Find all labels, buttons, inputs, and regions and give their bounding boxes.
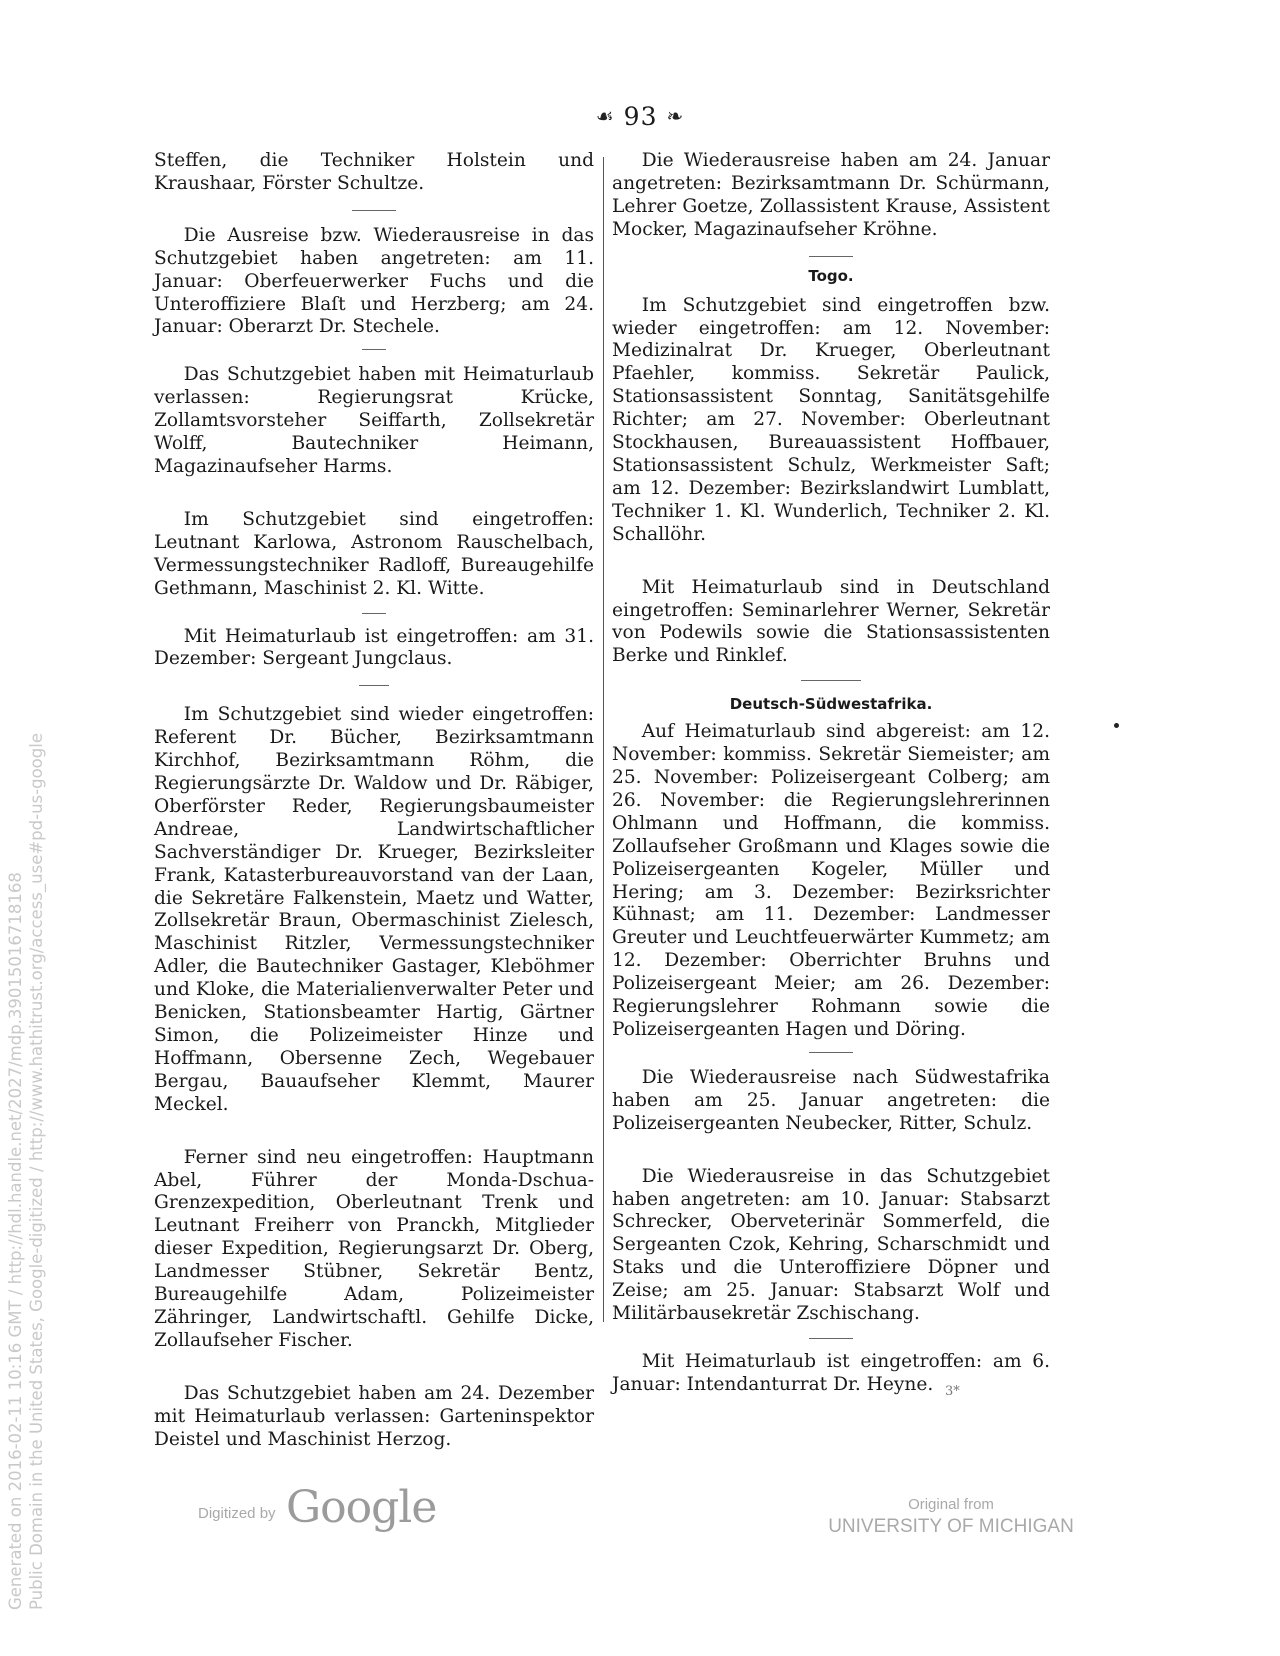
paragraph: Die Wiederausreise in das Schutzgebiet haben angetreten: am 10. Januar: Stabsarzt Schrecker, Oberveterinär Sommerfeld, die Sergeanten Czok, Kehring, Scharschmidt und Staks und die Unteroffiziere Döpner und Zeise; am 25. Januar: Stabsarzt Wolf und Militärbausekretär Zschischang.	[612, 1165, 1050, 1325]
paragraph: Das Schutzgebiet haben am 24. Dezember mit Heimaturlaub verlassen: Garteninspektor Deistel und Maschinist Herzog.	[154, 1382, 594, 1450]
paragraph: Das Schutzgebiet haben mit Heimaturlaub verlassen: Regierungsrat Krücke, Zollamtsvorsteher Seiffarth, Zollsekretär Wolff, Bautechniker Heimann, Magazinaufseher Harms.	[154, 364, 594, 477]
original-from-label: Original from	[908, 1496, 994, 1513]
paragraph: Im Schutzgebiet sind wieder eingetroffen: Referent Dr. Bücher, Bezirksamtmann Kirchhof, Bezirksamtmann Röhm, die Regierungsärzte Dr. Waldow und Dr. Räbiger, Oberförster Reder, Regierungsbaumeister Andreae, Landwirtschaftlicher Sachverständiger Dr. Krueger, Bezirksleiter Frank, Katasterbureauvorstand van der Laan, die Sekretäre Falkenstein, Maetz und Watter, Zollsekretär Braun, Obermaschinist Zielesch, Maschinist Ritzler, Vermessungstechniker Adler, die Bautechniker Gastager, Kleböhmer und Kloke, die Materialienverwalter Peter und Benicken, Stationsbeamter Hartig, Gärtner Simon, die Polizeimeister Hinze und Hoffmann, Obersenne Zech, Wegebauer Bergau, Bauaufseher Klemmt, Maurer Meckel.	[154, 704, 594, 1115]
university-name: UNIVERSITY OF MICHIGAN	[828, 1516, 1074, 1537]
section-heading-deutsch-suedwestafrika: Deutsch-Südwestafrika.	[729, 695, 933, 714]
right-column	[612, 150, 1050, 1397]
ink-speck	[1114, 723, 1119, 728]
paragraph: Mit Heimaturlaub ist eingetroffen: am 31. Dezember: Sergeant Jungclaus.	[154, 625, 594, 670]
paragraph: Mit Heimaturlaub sind in Deutschland eingetroffen: Seminarlehrer Werner, Sekretär von Podewils sowie die Stationsassistenten Berke und Rinklef.	[612, 576, 1050, 667]
hathitrust-watermark	[5, 510, 47, 1610]
left-ornament-icon: ☙	[595, 104, 615, 128]
page-number: 93	[623, 102, 658, 131]
paragraph: Im Schutzgebiet sind eingetroffen bzw. wieder eingetroffen: am 12. November: Medizinalrat Dr. Krueger, Oberleutnant Pfaehler, kommiss. Sekretär Paulick, Stationsassistent Sonntag, Sanitätsgehilfe Richter; am 27. November: Oberleutnant Stockhausen, Bureauassistent Hoffbauer, Stationsassistent Schulz, Werkmeister Saft; am 12. Dezember: Bezirkslandwirt Lumblatt, Techniker 1. Kl. Wunderlich, Techniker 2. Kl. Schallöhr.	[612, 294, 1050, 545]
watermark-line: Public Domain in the United States, Google-digitized / http://www.hathitrust.org/access_use#pd-us-google	[27, 733, 46, 1610]
paragraph: Die Ausreise bzw. Wiederausreise in das Schutzgebiet haben angetreten: am 11. Januar: Oberfeuerwerker Fuchs und die Unteroffiziere Blaſt und Herzberg; am 24. Januar: Oberarzt Dr. Stechele.	[154, 224, 594, 338]
page-header	[0, 102, 1280, 131]
signature-mark: 3*	[945, 1384, 960, 1399]
paragraph: Ferner sind neu eingetroffen: Hauptmann Abel, Führer der Monda-Dschua-Grenzexpedition, Oberleutnant Trenk und Leutnant Freiherr von Pranckh, Mitglieder dieser Expedition, Regierungsarzt Dr. Oberg, Landmesser Stübner, Sekretär Bentz, Bureaugehilfe Adam, Polizeimeister Zähringer, Landwirtschaftl. Gehilfe Dicke, Zollaufseher Fischer.	[154, 1146, 594, 1351]
paragraph: Die Wiederausreise nach Südwestafrika haben am 25. Januar angetreten: die Polizeisergeanten Neubecker, Ritter, Schulz.	[612, 1066, 1050, 1134]
google-logo: Google	[286, 1482, 437, 1533]
section-heading-togo: Togo.	[808, 266, 854, 285]
digitized-label: Digitized by	[198, 1505, 276, 1522]
paragraph: Steffen, die Techniker Holstein und Kraushaar, Förster Schultze.	[154, 150, 594, 194]
column-separator	[603, 157, 604, 1322]
digitized-by-google	[198, 1482, 436, 1533]
left-column	[154, 150, 594, 1452]
original-from	[826, 1495, 1076, 1539]
watermark-line: Generated on 2016-02-11 10:16 GMT / http://hdl.handle.net/2027/mdp.39015016718168	[6, 872, 25, 1610]
paragraph: Mit Heimaturlaub ist eingetroffen: am 6. Januar: Intendanturrat Dr. Heyne.	[612, 1350, 1050, 1395]
right-ornament-icon: ❧	[666, 104, 685, 128]
paragraph: Auf Heimaturlaub sind abgereist: am 12. November: kommiss. Sekretär Siemeister; am 25. November: Polizeisergeant Colberg; am 26. November: die Regierungslehrerinnen Ohlmann und Hoffmann, die kommiss. Zollaufseher Großmann und Klages sowie die Polizeisergeanten Kogeler, Müller und Hering; am 3. Dezember: Bezirksrichter Kühnast; am 11. Dezember: Landmesser Greuter und Leuchtfeuerwärter Kummetz; am 12. Dezember: Oberrichter Bruhns und Polizeisergeant Meier; am 26. Dezember: Regierungslehrer Rohmann sowie die Polizeisergeanten Hagen und Döring.	[612, 721, 1050, 1040]
paragraph: Im Schutzgebiet sind eingetroffen: Leutnant Karlowa, Astronom Rauschelbach, Vermessungstechniker Radloff, Bureaugehilfe Gethmann, Maschinist 2. Kl. Witte.	[154, 508, 594, 599]
paragraph: Die Wiederausreise haben am 24. Januar angetreten: Bezirksamtmann Dr. Schürmann, Lehrer Goetze, Zollassistent Krause, Assistent Mocker, Magazinaufseher Kröhne.	[612, 150, 1050, 240]
